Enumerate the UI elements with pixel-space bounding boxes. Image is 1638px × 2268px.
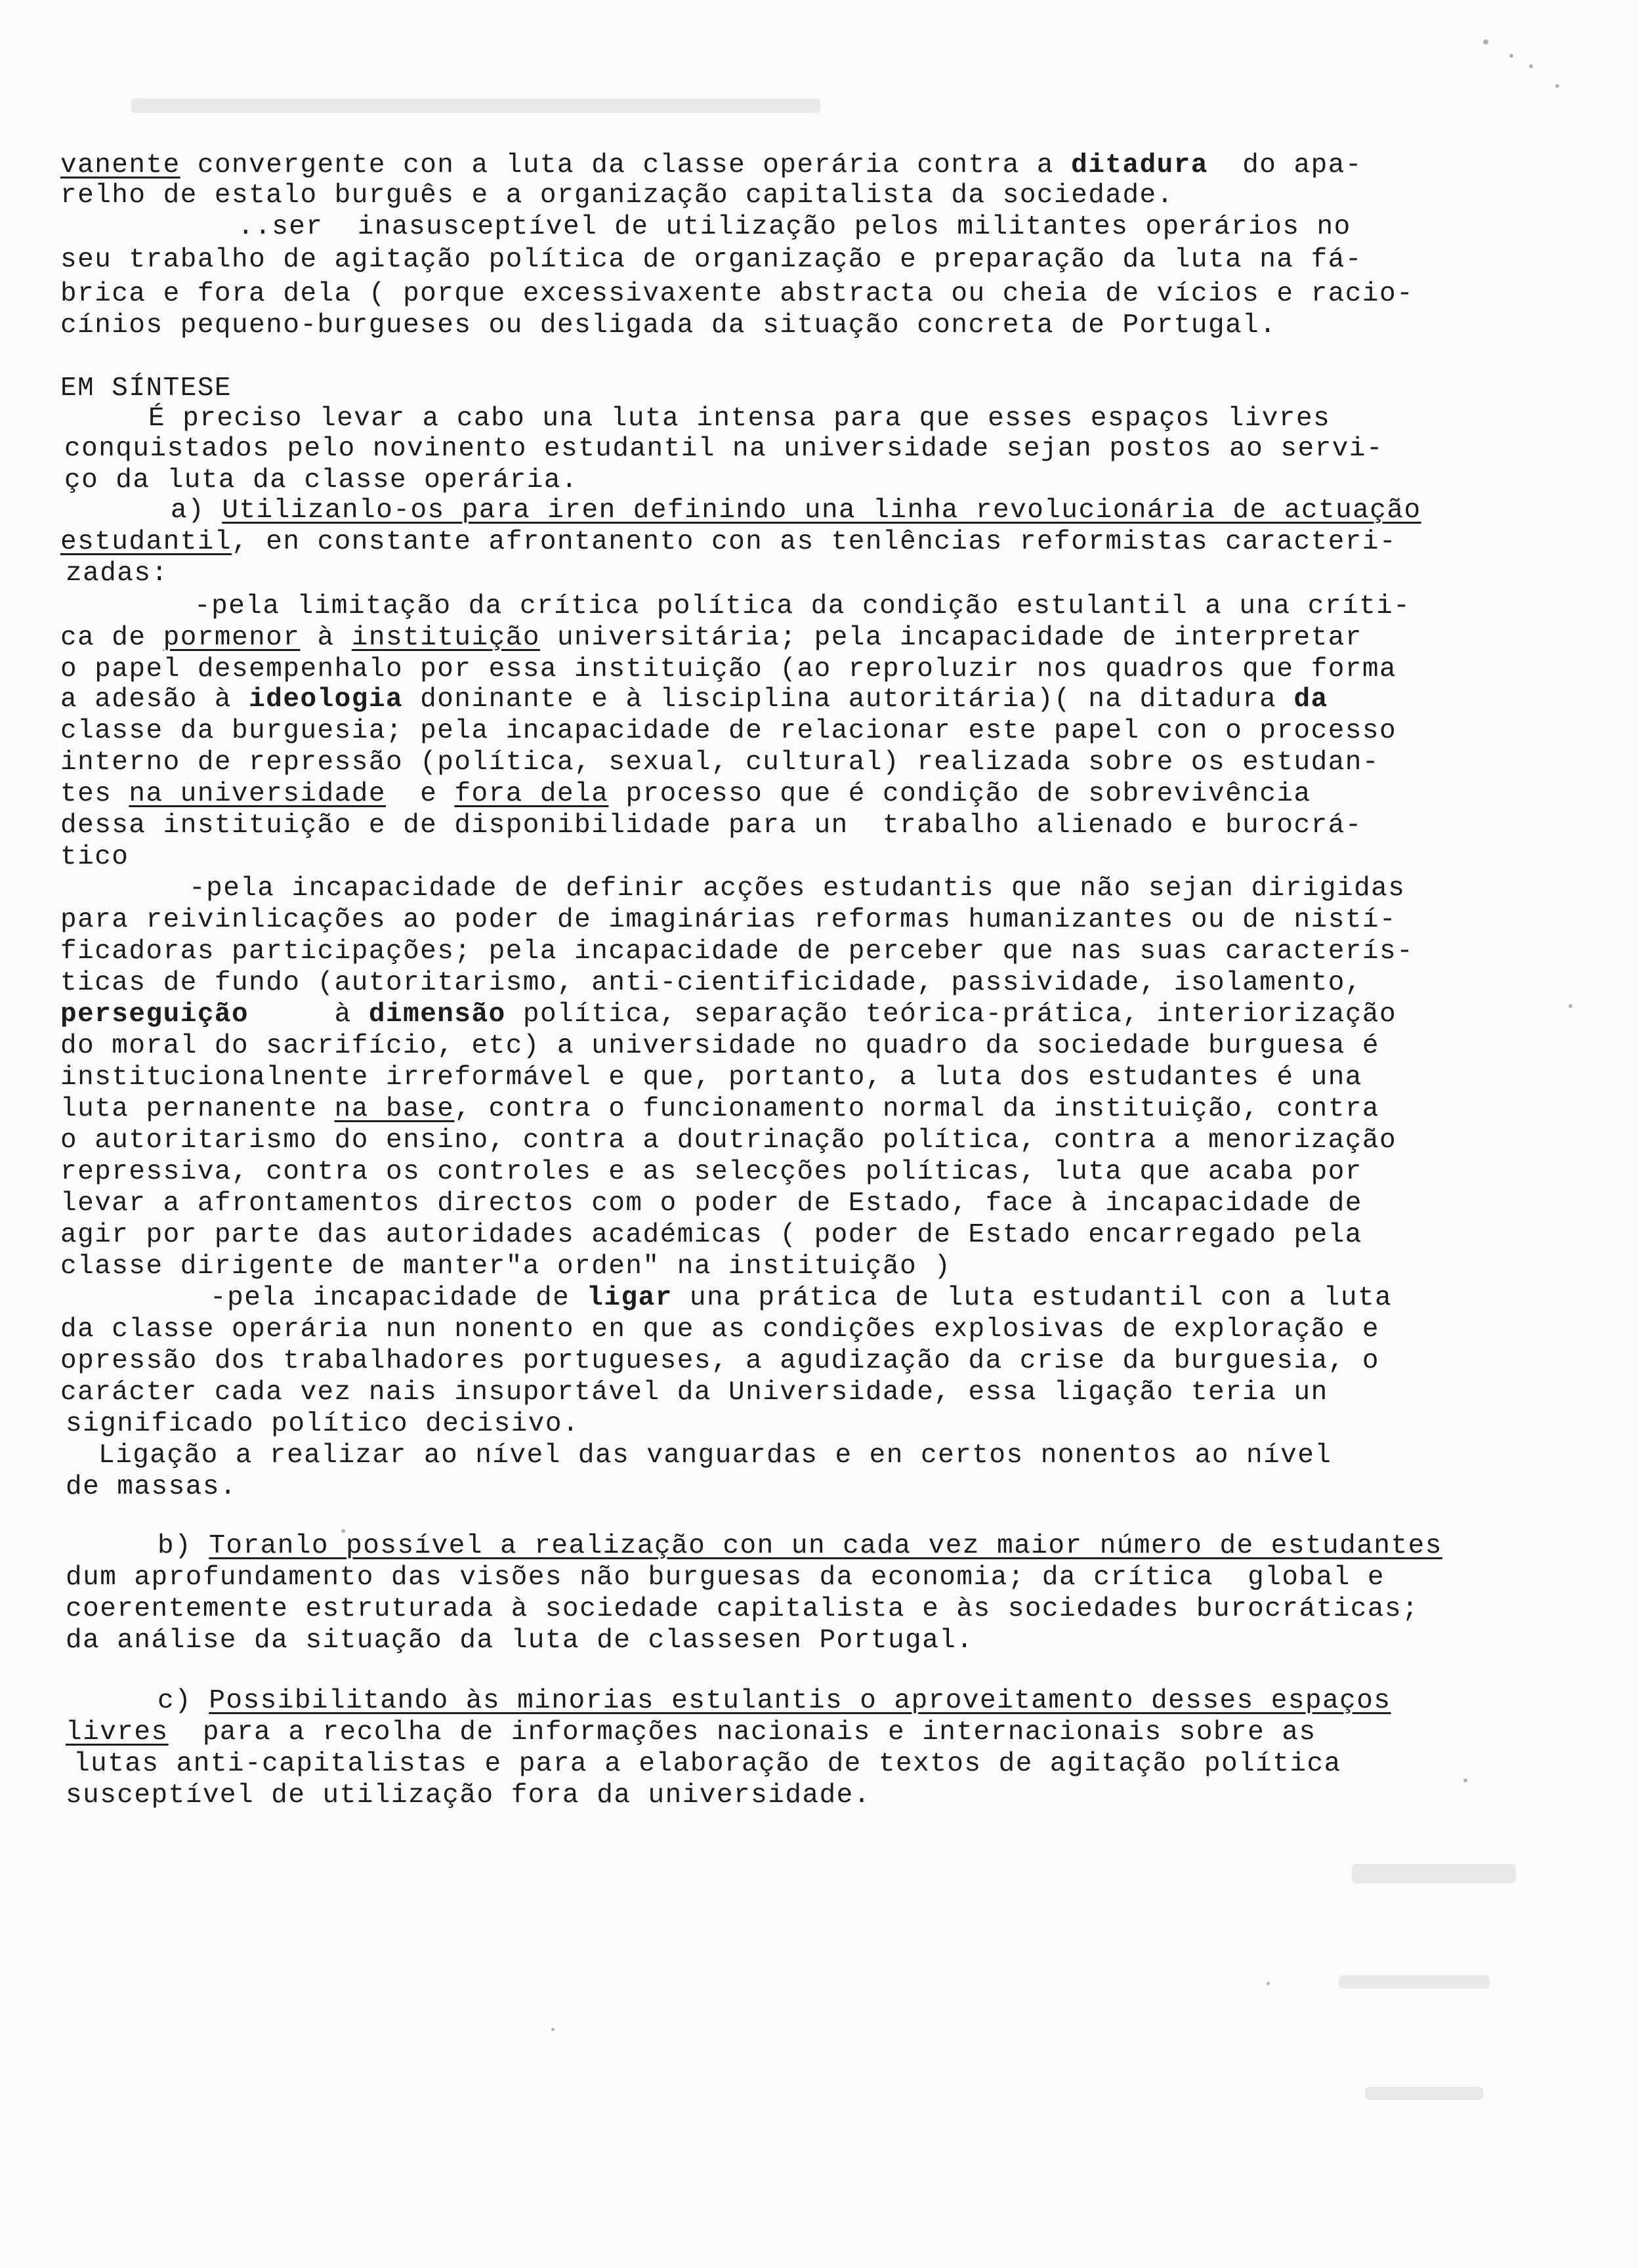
text-line bbox=[66, 1715, 1316, 1750]
text-span: , contra o funcionamento normal da instituição, contra bbox=[454, 1094, 1380, 1124]
scan-speck bbox=[551, 2028, 555, 2031]
text-line: É preciso levar a cabo una luta intensa para que esses espaços livres bbox=[148, 404, 1331, 434]
text-span: política, separação teórica-prática, interiorização bbox=[505, 999, 1397, 1030]
text-line: classe da burguesia; pela incapacidade de relacionar este papel con o processo bbox=[60, 716, 1397, 746]
text-line: repressiva, contra os controles e as selecções políticas, luta que acaba por bbox=[60, 1157, 1362, 1187]
scan-smudge bbox=[131, 98, 820, 113]
text-line bbox=[158, 1684, 1391, 1718]
scan-smudge bbox=[1365, 2087, 1483, 2100]
text-line: para reivinlicações ao poder de imaginárias reformas humanizantes ou de nistí- bbox=[60, 905, 1397, 935]
text-line: cínios pequeno-burgueses ou desligada da situação concreta de Portugal. bbox=[60, 310, 1277, 341]
text-line: relho de estalo burguês e a organização capitalista da sociedade. bbox=[60, 180, 1174, 211]
item-marker: b) bbox=[158, 1531, 209, 1561]
text-line: de massas. bbox=[66, 1472, 238, 1502]
text-line bbox=[171, 494, 1421, 528]
text-line: susceptível de utilização fora da universidade. bbox=[66, 1780, 871, 1811]
underlined-phrase: Possibilitando às minorias estulantis o aproveitamento desses espaços bbox=[209, 1686, 1391, 1716]
text-line: interno de repressão (política, sexual, cultural) realizada sobre os estudan- bbox=[60, 747, 1380, 778]
text-line bbox=[60, 777, 1311, 811]
text-span: tes bbox=[60, 779, 129, 809]
text-line: coerentemente estruturada à sociedade capitalista e às sociedades burocráticas; bbox=[66, 1594, 1419, 1624]
underlined-word: estudantil bbox=[60, 527, 232, 557]
underlined-word: vanente bbox=[60, 150, 180, 180]
text-line bbox=[60, 1092, 1379, 1126]
text-span: ideologia bbox=[249, 684, 404, 715]
text-span: da bbox=[1293, 684, 1328, 715]
underlined-word: livres bbox=[66, 1717, 169, 1748]
text-line: classe dirigente de manter"a orden" na instituição ) bbox=[60, 1251, 952, 1282]
text-line: o autoritarismo do ensino, contra a doutrinação política, contra a menorização bbox=[60, 1125, 1397, 1156]
section-heading: EM SÍNTESE bbox=[60, 373, 232, 404]
text-line bbox=[60, 621, 1362, 655]
text-line: institucionalnente irreformável e que, portanto, a luta dos estudantes é una bbox=[60, 1062, 1362, 1093]
scan-speck bbox=[1463, 1778, 1467, 1782]
text-line: ..ser inasusceptível de utilização pelos militantes operários no bbox=[238, 212, 1351, 242]
text-line: conquistados pelo novinento estudantil na universidade sejan postos ao servi- bbox=[64, 434, 1384, 464]
text-span: a adesão à bbox=[60, 684, 249, 715]
scan-speck bbox=[1529, 64, 1533, 68]
text-line: zadas: bbox=[66, 558, 169, 589]
underlined-word: pormenor bbox=[163, 623, 301, 653]
item-marker: c) bbox=[158, 1686, 209, 1716]
text-line bbox=[60, 148, 1362, 182]
underlined-phrase: fora dela bbox=[454, 779, 609, 809]
text-span: convergente con a luta da classe operária contra a bbox=[180, 150, 1072, 180]
underlined-phrase: na base bbox=[334, 1094, 455, 1124]
text-line: agir por parte das autoridades académicas ( poder de Estado encarregado pela bbox=[60, 1220, 1362, 1250]
item-marker: a) bbox=[171, 495, 222, 526]
text-line: ticas de fundo (autoritarismo, anti-cientificidade, passividade, isolamento, bbox=[60, 968, 1362, 998]
text-span: para a recolha de informações nacionais e internacionais sobre as bbox=[168, 1717, 1316, 1748]
text-line bbox=[60, 998, 1396, 1032]
underlined-phrase: Toranlo possível a realização con un cada vez maior número de estudantes bbox=[209, 1531, 1442, 1561]
text-span: e bbox=[385, 779, 455, 809]
scan-speck bbox=[1568, 1004, 1572, 1008]
text-span: , en constante afrontanento con as tenlências reformistas caracteri- bbox=[232, 527, 1397, 557]
text-span: à bbox=[249, 999, 369, 1030]
text-line bbox=[158, 1529, 1442, 1563]
text-line: Ligação a realizar ao nível das vanguardas e en certos nonentos ao nível bbox=[98, 1440, 1332, 1471]
text-line: dessa instituição e de disponibilidade para un trabalho alienado e burocrá- bbox=[60, 810, 1362, 841]
text-span: universitária; pela incapacidade de interpretar bbox=[539, 623, 1362, 653]
text-span: do apa- bbox=[1208, 150, 1362, 180]
text-span: ligar bbox=[587, 1283, 673, 1313]
text-line bbox=[60, 525, 1396, 559]
text-line: lutas anti-capitalistas e para a elaboração de textos de agitação política bbox=[74, 1749, 1341, 1779]
text-line: da análise da situação da luta de classesen Portugal. bbox=[66, 1626, 974, 1656]
text-line: significado político decisivo. bbox=[66, 1409, 580, 1439]
text-line: -pela limitação da crítica política da condição estulantil a una críti- bbox=[194, 591, 1411, 621]
scan-smudge bbox=[1339, 1975, 1490, 1988]
text-line: -pela incapacidade de definir acções estudantis que não sejan dirigidas bbox=[189, 873, 1406, 904]
text-span: doninante e à lisciplina autoritária)( na ditadura bbox=[403, 684, 1294, 715]
text-span: ca de bbox=[60, 623, 163, 653]
underlined-word: instituição bbox=[351, 623, 540, 653]
text-line: levar a afrontamentos directos com o poder de Estado, face à incapacidade de bbox=[60, 1188, 1362, 1219]
text-line: seu trabalho de agitação política de organização e preparação da luta na fá- bbox=[60, 245, 1362, 275]
text-span: perseguição bbox=[60, 999, 249, 1030]
scan-speck bbox=[1267, 1982, 1270, 1985]
text-line: da classe operária nun nonento en que as condições explosivas de exploração e bbox=[60, 1314, 1380, 1345]
underlined-phrase: Utilizanlo-os para iren definindo una linha revolucionária de actuação bbox=[222, 495, 1421, 526]
text-span: -pela incapacidade de bbox=[210, 1283, 587, 1313]
text-line: o papel desempenhalo por essa instituição (ao reproluzir nos quadros que forma bbox=[60, 654, 1397, 684]
text-line: ficadoras participações; pela incapacidade de perceber que nas suas caracterís- bbox=[60, 936, 1414, 967]
text-line: brica e fora dela ( porque excessivaxente abstracta ou cheia de vícios e racio- bbox=[60, 279, 1414, 309]
underlined-phrase: na universidade bbox=[129, 779, 386, 809]
text-line bbox=[210, 1281, 1392, 1315]
scan-speck bbox=[1509, 54, 1513, 58]
scan-smudge bbox=[1352, 1864, 1516, 1883]
text-span: una prática de luta estudantil con a luta bbox=[672, 1283, 1393, 1313]
text-span: dimensão bbox=[368, 999, 506, 1030]
text-line: dum aprofundamento das visões não burguesas da economia; da crítica global e bbox=[66, 1563, 1385, 1593]
scan-speck bbox=[1555, 84, 1559, 88]
text-line: opressão dos trabalhadores portugueses, a agudização da crise da burguesia, o bbox=[60, 1346, 1380, 1376]
text-line bbox=[60, 682, 1328, 717]
text-span: processo que é condição de sobrevivência bbox=[608, 779, 1311, 809]
text-line: do moral do sacrifício, etc) a universidade no quadro da sociedade burguesa é bbox=[60, 1031, 1380, 1061]
text-line: tico bbox=[60, 842, 129, 872]
text-span: ditadura bbox=[1071, 150, 1208, 180]
text-span: à bbox=[300, 623, 352, 653]
text-span: luta pernanente bbox=[60, 1094, 335, 1124]
text-line: carácter cada vez nais insuportável da Universidade, essa ligação teria un bbox=[60, 1377, 1328, 1408]
text-line: ço da luta da classe operária. bbox=[64, 465, 579, 495]
scan-speck bbox=[1483, 39, 1488, 45]
